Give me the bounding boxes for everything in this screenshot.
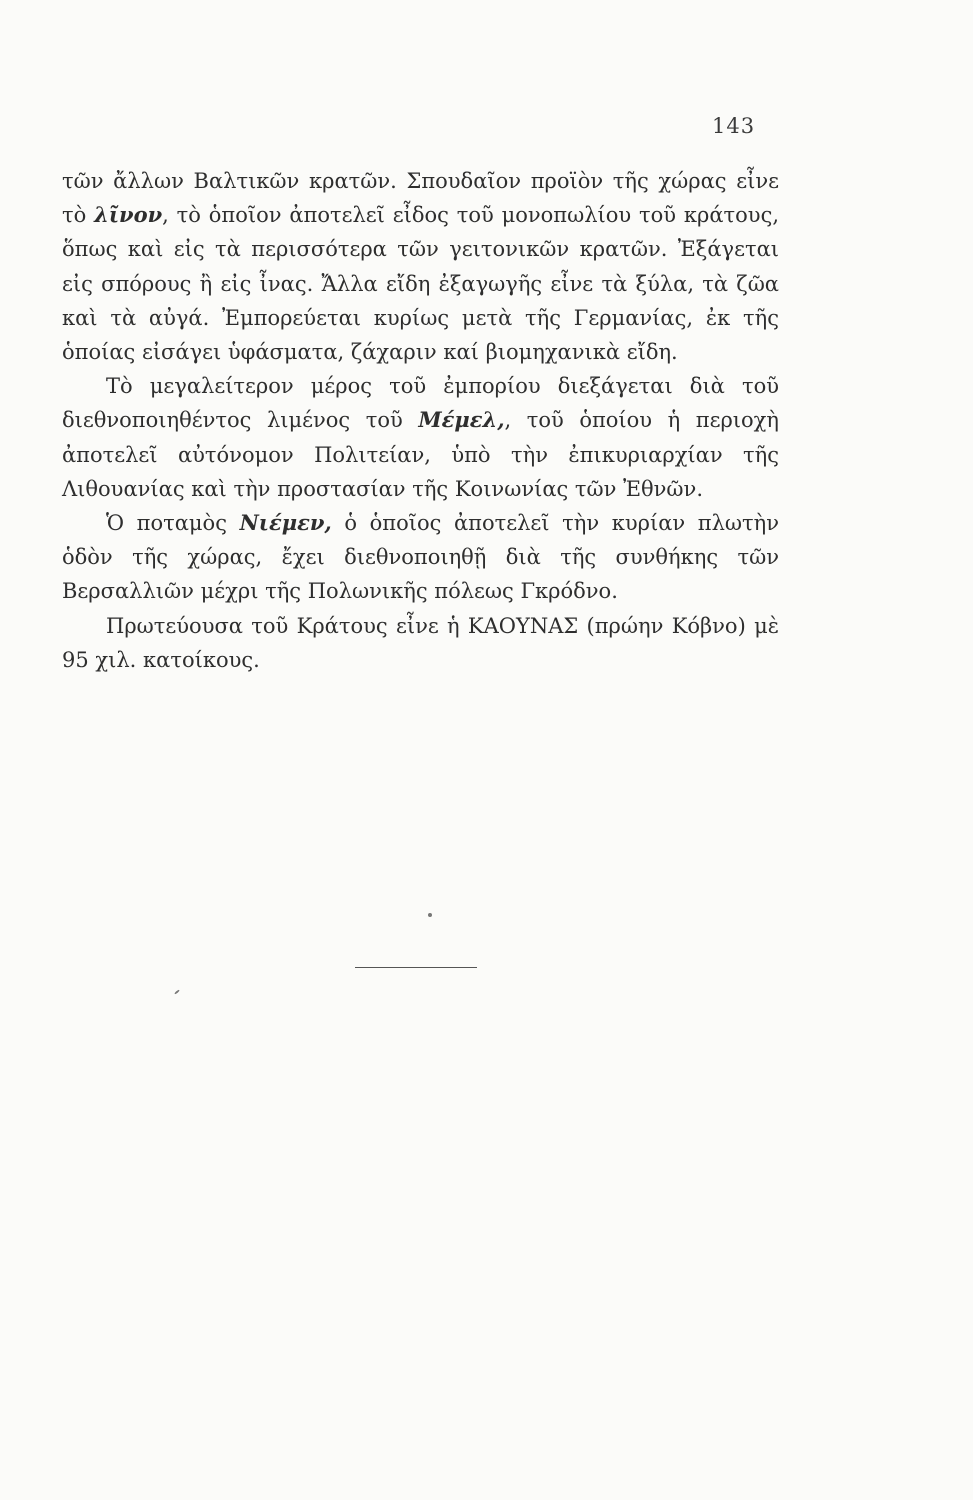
page-number: 143 — [712, 114, 756, 138]
paragraph-2-emphasis: Μέμελ, — [418, 407, 505, 433]
paragraph-3-text-a: Ὁ ποταμὸς — [106, 511, 240, 536]
body-text — [62, 164, 779, 677]
paragraph-3-emphasis: Νιέμεν, — [239, 510, 332, 536]
paragraph-1-text-a: τῶν ἄλλων Βαλτικῶν κρατῶν. Σπουδαῖον προϊὸν τῆς χώρας εἶνε τὸ — [62, 169, 779, 228]
paragraph-2-text-b: , τοῦ ὁποίου ἡ περιοχὴ ἀποτελεῖ αὐτόνομον Πολιτείαν, ὑπὸ τὴν ἐπικυριαρχίαν τῆς Λιθουανίας καὶ τὴν προστασίαν τῆς Κοινωνίας τῶν Ἐθνῶν. — [62, 408, 779, 501]
paragraph-3-text-b: ὁ ὁποῖος ἀποτελεῖ τὴν κυρίαν πλωτὴν ὁδὸν τῆς χώρας, ἔχει διεθνοποιηθῇ διὰ τῆς συνθήκης τῶν Βερσαλλιῶν μέχρι τῆς Πολωνικῆς πόλεως Γκρόδνο. — [62, 511, 779, 604]
paragraph-4: Πρωτεύουσα τοῦ Κράτους εἶνε ἡ ΚΑΟΥΝΑΣ (πρώην Κόβνο) μὲ 95 χιλ. κατοίκους. — [62, 613, 779, 672]
paragraph-1-emphasis: λῖνον — [94, 202, 163, 228]
paragraph-1-text-b: , τὸ ὁποῖον ἀποτελεῖ εἶδος τοῦ μονοπωλίου τοῦ κράτους, ὅπως καὶ εἰς τὰ περισσότερα τῶν γειτονικῶν κρατῶν. Ἐξάγεται εἰς σπόρους ἢ εἰς ἶνας. Ἄλλα εἴδη ἐξαγωγῆς εἶνε τὰ ξύλα, τὰ ζῶα καὶ τὰ αὐγά. Ἐμπορεύεται κυρίως μετὰ τῆς Γερμανίας, ἐκ τῆς ὁποίας εἰσάγει ὑφάσματα, ζάχαριν καί βιομηχανικὰ εἴδη. — [62, 203, 779, 365]
paragraph-1 — [62, 164, 779, 369]
paragraph-2 — [62, 369, 779, 506]
paragraph-2-text-a: Τὸ μεγαλείτερον μέρος τοῦ ἐμπορίου διεξάγεται διὰ τοῦ διεθνοποιηθέντος λιμένος τοῦ — [62, 374, 779, 433]
print-speck — [428, 913, 432, 917]
print-speck — [174, 989, 180, 994]
section-end-rule — [355, 967, 477, 968]
paragraph-3 — [62, 506, 779, 609]
